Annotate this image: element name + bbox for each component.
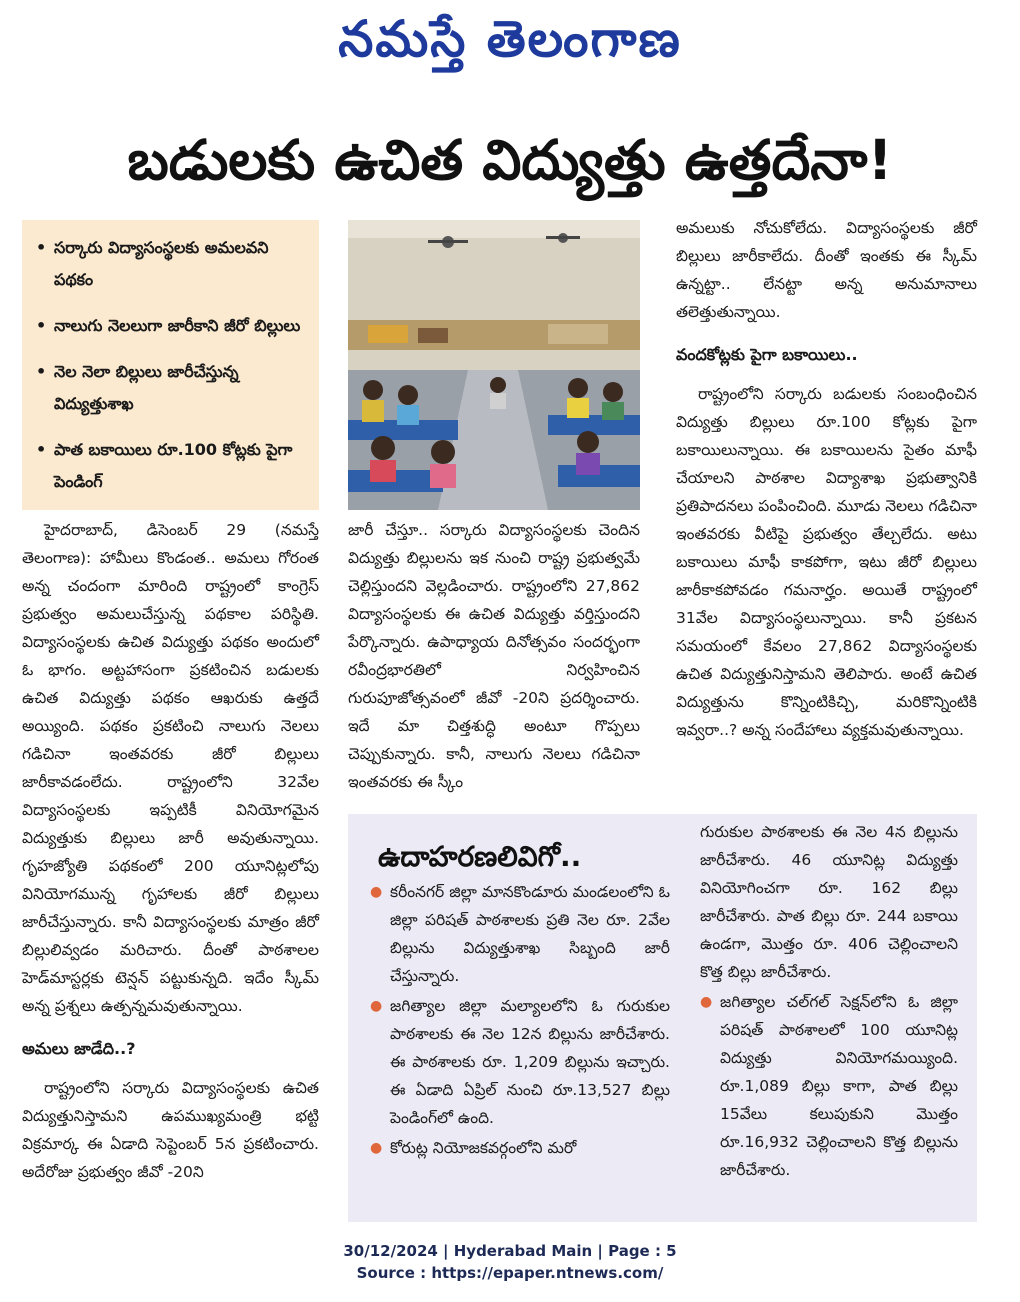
subheading-dues: వందకోట్లకు పైగా బకాయిలు.. [676,345,858,364]
article-column-2 [348,516,640,796]
source-link[interactable]: Source : https://epaper.ntnews.com/ [356,1264,664,1282]
examples-box [348,814,977,1222]
highlights-box [22,220,319,510]
subheading-implementation: అమలు జాడేది..? [22,1039,136,1058]
page-footer [0,1240,1020,1284]
examples-right-column [700,818,958,1186]
classroom-image [348,220,640,510]
masthead-logo: నమస్తే తెలంగాణ [338,10,682,68]
highlight-item: • నాలుగు నెలలుగా జారీకాని జీరో బిల్లులు [36,310,307,342]
bullet-icon: ● [370,884,383,900]
bullet-icon: ● [370,1140,383,1156]
page-headline: బడులకు ఉచిత విద్యుత్తు ఉత్తదేనా! [127,128,893,192]
bullet-icon: • [36,440,47,459]
example-item: ● కరీంనగర్ జిల్లా మానకొండూరు మండలంలోని ఓ జిల్లా పరిషత్ పాఠశాలకు ప్రతి నెల రూ. 2వేల బిల్లును విద్యుత్తుశాఖ సిబ్బంది జారీ చేస్తున్నారు. [370,878,670,990]
highlight-item: • పాత బకాయిలు రూ.100 కోట్లకు పైగా పెండింగ్ [36,434,307,498]
paragraph: రాష్ట్రంలోని సర్కారు బడులకు సంబంధించిన విద్యుత్తు బిల్లులు రూ.100 కోట్లకు పైగా బకాయిలున్నాయి. ఈ బకాయిలను సైతం మాఫీ చేయాలని పాఠశాల విద్యాశాఖ ప్రభుత్వానికి ప్రతిపాదనలు పంపించింది. మూడు నెలలు గడిచినా ఇంతవరకు వీటిపై ప్రభుత్వం తేల్చలేదు. అటు బకాయిలు మాఫీ కాకపోగా, ఇటు జీరో బిల్లులు జారీకాకపోవడం గమనార్హం. అయితే రాష్ట్రంలో 31వేల విద్యాసంస్థలున్నాయి. కానీ ప్రకటన సమయంలో కేవలం 27,862 విద్యాసంస్థలకు ఉచిత విద్యుత్తునిస్తామని తెలిపారు. అంటే ఉచిత విద్యుత్తును కొన్నింటికిచ్చి, మరికొన్నింటికి ఇవ్వరా..? అన్న సందేహాలు వ్యక్తమవుతున్నాయి. [676,385,977,739]
bullet-icon: • [36,316,47,335]
bullet-icon: • [36,238,47,257]
example-item: ● జగిత్యాల చల్‌గల్ సెక్షన్‌లోని ఓ జిల్లా పరిషత్ పాఠశాలలో 100 యూనిట్ల విద్యుత్తు వినియోగమయ్యింది. రూ.1,089 బిల్లు కాగా, పాత బిల్లు 15వేలు కలుపుకుని మొత్తం రూ.16,932 చెల్లించాలని కొత్త బిల్లును జారీచేశారు. [700,988,958,1184]
bullet-icon: ● [700,994,713,1010]
lead-paragraph: హైదరాబాద్, డిసెంబర్ 29 (నమస్తే తెలంగాణ): హామీలు కొండంత.. అమలు గోరంత అన్న చందంగా మారింది రాష్ట్రంలో కాంగ్రెస్ ప్రభుత్వం అమలుచేస్తున్న పథకాల పరిస్థితి. విద్యాసంస్థలకు ఉచిత విద్యుత్తు పథకం అందులో ఓ భాగం. అట్టహాసంగా ప్రకటించిన బడులకు ఉచిత విద్యుత్తు పథకం ఆఖరుకు ఉత్తదే అయ్యింది. పథకం ప్రకటించి నాలుగు నెలలు గడిచినా ఇంతవరకు జీరో బిల్లులు జారీకావడంలేదు. రాష్ట్రంలోని 32వేల విద్యాసంస్థలకు ఇప్పటికీ వినియోగమైన విద్యుత్తుకు బిల్లులు జారీ అవుతున్నాయి. గృహజ్యోతి పథకంలో 200 యూనిట్లలోపు వినియోగమున్న గృహాలకు జీరో బిల్లులు జారీచేస్తున్నారు. కానీ విద్యాసంస్థలకు మాత్రం జీరో బిల్లులివ్వడం మరిచారు. దీంతో పాఠశాలల హెడ్‌మాస్టర్లకు టెన్షన్ పట్టుకున్నది. ఇదేం స్కీమ్ అన్న ప్రశ్నలు ఉత్పన్నమవుతున్నాయి. [22,521,319,1015]
edition-info: 30/12/2024 | Hyderabad Main | Page : 5 [343,1242,677,1260]
bullet-icon: • [36,362,47,381]
example-continuation: గురుకుల పాఠశాలకు ఈ నెల 4న బిల్లును జారీచేశారు. 46 యూనిట్ల విద్యుత్తు వినియోగించగా రూ. 162 బిల్లు జారీచేశారు. పాత బిల్లు రూ. 244 బకాయి ఉండగా, మొత్తం రూ. 406 చెల్లించాలని కొత్త బిల్లు జారీచేశారు. [700,823,958,981]
example-item: ● జగిత్యాల జిల్లా మల్యాలలోని ఓ గురుకుల పాఠశాలకు ఈ నెల 12న బిల్లును జారీచేశారు. ఈ పాఠశాలకు రూ. 1,209 బిల్లును ఇచ్చారు. ఈ ఏడాది ఏప్రిల్ నుంచి రూ.13,527 బిల్లు పెండింగ్‌లో ఉంది. [370,992,670,1132]
paragraph: అమలుకు నోచుకోలేదు. విద్యాసంస్థలకు జీరో బిల్లులు జారీకాలేదు. దీంతో ఇంతకు ఈ స్కీమ్ ఉన్నట్టా.. లేనట్టా అన్న అనుమానాలు తలెత్తుతున్నాయి. [676,219,977,321]
bullet-icon: ● [370,998,383,1014]
paragraph: జారీ చేస్తూ.. సర్కారు విద్యాసంస్థలకు చెందిన విద్యుత్తు బిల్లులను ఇక నుంచి రాష్ట్ర ప్రభుత్వమే చెల్లిస్తుందని వెల్లడించారు. రాష్ట్రంలోని 27,862 విద్యాసంస్థలకు ఈ ఉచిత విద్యుత్తు వర్తిస్తుందని పేర్కొన్నారు. ఉపాధ్యాయ దినోత్సవం సందర్భంగా రవీంద్రభారతిలో నిర్వహించిన గురుపూజోత్సవంలో జీవో -20ని ప్రదర్శించారు. ఇదే మా చిత్తశుద్ధి అంటూ గొప్పలు చెప్పుకున్నారు. కానీ, నాలుగు నెలలు గడిచినా ఇంతవరకు ఈ స్కీం [348,521,640,791]
article-column-1 [22,516,319,1186]
article-column-3 [676,214,977,744]
paragraph: రాష్ట్రంలోని సర్కారు విద్యాసంస్థలకు ఉచిత విద్యుత్తునిస్తామని ఉపముఖ్యమంత్రి భట్టి విక్రమార్క ఈ ఏడాది సెప్టెంబర్ 5న ప్రకటించారు. అదేరోజు ప్రభుత్వం జీవో -20ని [22,1079,319,1181]
examples-left-column [370,878,670,1164]
examples-title: ఉదాహరణలివిగో.. [378,840,582,873]
highlight-item: • సర్కారు విద్యాసంస్థలకు అమలవని పథకం [36,232,307,296]
example-item: ● కోరుట్ల నియోజకవర్గంలోని మరో [370,1134,670,1162]
highlight-item: • నెల నెలా బిల్లులు జారీచేస్తున్న విద్యుత్తుశాఖ [36,356,307,420]
classroom-photo [348,220,640,510]
